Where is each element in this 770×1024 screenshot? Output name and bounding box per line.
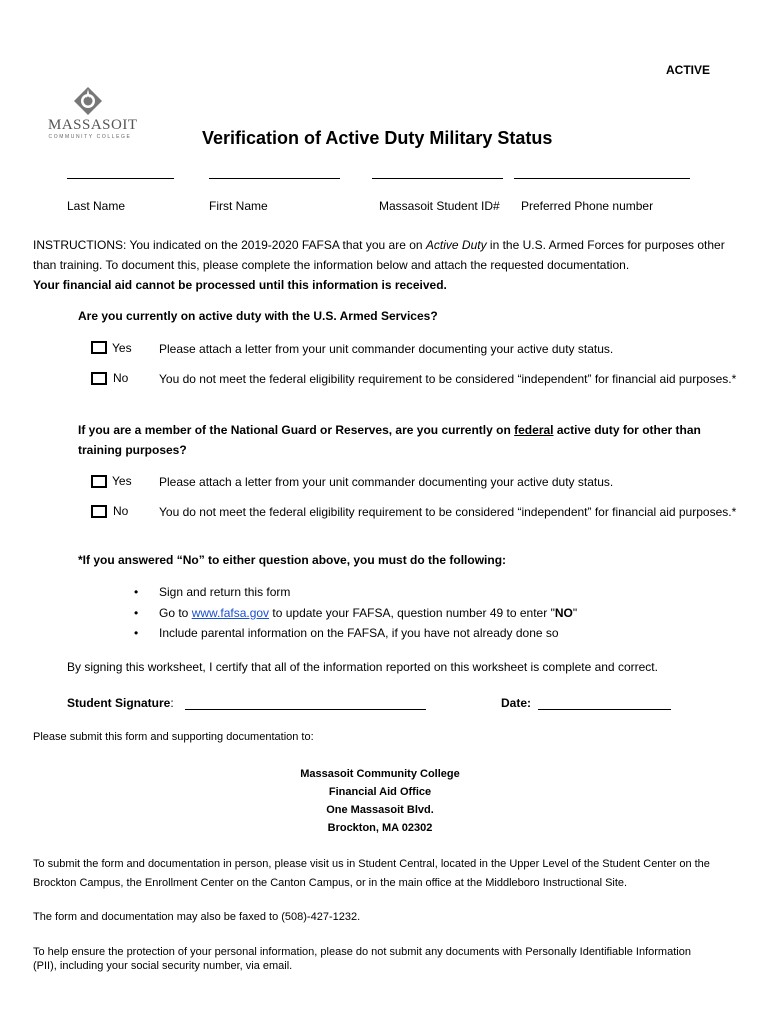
q2-no-label: No [113, 504, 129, 518]
question-2: If you are a member of the National Guard or Reserves, are you currently on federal active duty for other than training purposes? [78, 423, 701, 457]
q2-yes-checkbox[interactable] [91, 475, 107, 488]
fax-instructions: The form and documentation may also be faxed to (508)-427-1232. [33, 911, 361, 923]
question-1: Are you currently on active duty with the U.S. Armed Services? [78, 309, 438, 323]
fafsa-link[interactable]: www.fafsa.gov [191, 606, 270, 620]
instructions: INSTRUCTIONS: You indicated on the 2019-2020 FAFSA that you are on Active Duty in the U.S. Armed Forces for purposes other than training. To document this, please complete the information below and attach the requested documentation. Your financial aid cannot be processed until this information is received. [33, 238, 725, 292]
signature-field[interactable] [185, 709, 426, 711]
privacy-notice: To help ensure the protection of your personal information, please do not submit any documents with Personally Identifiable Information (PII), including your social security number, via email. [33, 946, 691, 972]
logo-name: MASSASOIT [48, 117, 138, 133]
certification-statement: By signing this worksheet, I certify that all of the information reported on this worksheet is complete and correct. [67, 660, 658, 674]
date-label: Date: [501, 696, 532, 710]
q1-yes-label: Yes [112, 341, 132, 355]
logo-emblem-icon [73, 86, 103, 116]
q1-no-checkbox[interactable] [91, 372, 107, 385]
page-title: Verification of Active Duty Military Status [202, 128, 553, 148]
phone-label: Preferred Phone number [521, 199, 654, 213]
instruction-item: Go to www.fafsa.gov to update your FAFSA, question number 49 to enter "NO" [159, 606, 578, 620]
phone-field[interactable] [514, 178, 690, 180]
instruction-item: Include parental information on the FAFSA, if you have not already done so [159, 626, 559, 640]
q1-yes-checkbox[interactable] [91, 341, 107, 354]
signature-label: Student Signature: [67, 696, 174, 710]
first-name-field[interactable] [209, 178, 340, 180]
logo-subtitle: COMMUNITY COLLEGE [48, 134, 132, 140]
last-name-label: Last Name [67, 199, 126, 213]
mailing-address: Massasoit Community College Financial Aid Office One Massasoit Blvd. Brockton, MA 02302 [300, 768, 460, 834]
bullet-icon: • [134, 626, 139, 640]
date-field[interactable] [538, 709, 671, 711]
q1-yes-text: Please attach a letter from your unit commander documenting your active duty status. [159, 342, 614, 356]
q1-no-text: You do not meet the federal eligibility requirement to be considered “independent” for financial aid purposes.* [159, 372, 737, 386]
instruction-item: Sign and return this form [159, 585, 291, 599]
q2-no-checkbox[interactable] [91, 505, 107, 518]
bullet-icon: • [134, 585, 139, 599]
student-id-field[interactable] [372, 178, 503, 180]
last-name-field[interactable] [67, 178, 174, 180]
student-id-label: Massasoit Student ID# [379, 199, 500, 213]
status-label: ACTIVE [666, 63, 711, 77]
q2-no-text: You do not meet the federal eligibility requirement to be considered “independent” for financial aid purposes.* [159, 505, 737, 519]
bullet-icon: • [134, 606, 139, 620]
q2-yes-label: Yes [112, 474, 132, 488]
q1-no-label: No [113, 371, 129, 385]
submit-intro: Please submit this form and supporting documentation to: [33, 731, 314, 743]
followup-heading: *If you answered “No” to either question above, you must do the following: [78, 553, 507, 567]
college-logo [48, 86, 138, 144]
first-name-label: First Name [209, 199, 268, 213]
q2-yes-text: Please attach a letter from your unit commander documenting your active duty status. [159, 475, 614, 489]
in-person-instructions: To submit the form and documentation in person, please visit us in Student Central, located in the Upper Level of the Student Center on the Brockton Campus, the Enrollment Center on the Canton Campus, or in the main office at the Middleboro Instructional Site. [33, 858, 710, 889]
